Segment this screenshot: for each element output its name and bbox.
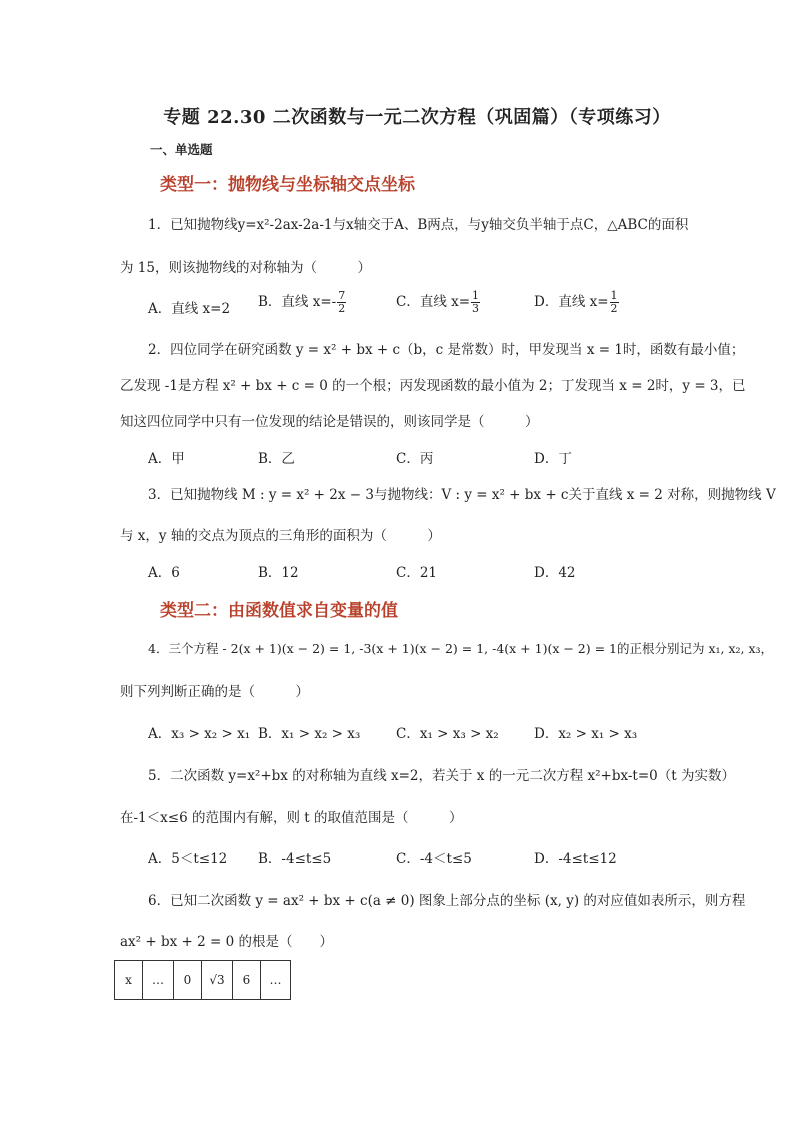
question-2-line-1: 2．四位同学在研究函数 y = x² + bx + c（b，c 是常数）时，甲发现当 x = 1时，函数有最小值； <box>148 342 745 358</box>
question-6-line-2: ax² + bx + 2 = 0 的根是（ ） <box>120 934 333 950</box>
question-5-option-d: D．-4≤t≤12 <box>534 851 617 867</box>
option-b-prefix: B．直线 x=- <box>258 294 337 311</box>
question-3-option-b: B．12 <box>258 565 299 581</box>
question-1-option-d <box>534 290 619 315</box>
question-1-line-1: 1．已知抛物线y=x²-2ax-2a-1与x轴交于A、B两点，与y轴交负半轴于点C，△ABC的面积 <box>148 217 689 233</box>
question-1-option-b <box>258 290 346 315</box>
question-2-option-b: B．乙 <box>258 451 295 467</box>
fraction-numerator: 1 <box>472 289 480 302</box>
question-4-option-b: B．x₁ > x₂ > x₃ <box>258 726 361 742</box>
question-5-line-1: 5．二次函数 y=x²+bx 的对称轴为直线 x=2，若关于 x 的一元二次方程 x²+bx-t=0（t 为实数） <box>148 768 735 784</box>
question-2-option-c: C．丙 <box>396 451 434 467</box>
question-5-option-c: C．-4＜t≤5 <box>396 851 472 867</box>
type-heading-1: 类型一：抛物线与坐标轴交点坐标 <box>160 175 415 195</box>
question-2-option-a: A．甲 <box>148 451 185 467</box>
question-3-option-a: A．6 <box>148 565 180 581</box>
question-6-line-1: 6．已知二次函数 y = ax² + bx + c(a ≠ 0) 图象上部分点的坐标 (x, y) 的对应值如表所示，则方程 <box>148 893 746 909</box>
fraction-denominator: 2 <box>610 302 618 316</box>
question-5-line-2: 在-1＜x≤6 的范围内有解，则 t 的取值范围是（ ） <box>120 810 463 826</box>
question-3-line-2: 与 x，y 轴的交点为顶点的三角形的面积为（ ） <box>120 528 441 544</box>
fraction-denominator: 3 <box>472 302 480 316</box>
table-cell: … <box>143 961 174 1000</box>
table-cell: √3 <box>202 961 233 1000</box>
question-1-line-2: 为 15，则该抛物线的对称轴为（ ） <box>120 260 371 276</box>
question-4-option-d: D．x₂ > x₁ > x₃ <box>534 726 638 742</box>
question-4-option-a: A．x₃ > x₂ > x₁ <box>148 726 251 742</box>
table-cell: 6 <box>233 961 261 1000</box>
option-d-fraction <box>610 290 619 315</box>
question-2-option-d: D．丁 <box>534 451 572 467</box>
fraction-denominator: 2 <box>338 302 346 316</box>
section-heading: 一、单选题 <box>150 142 213 157</box>
option-c-fraction <box>471 290 480 315</box>
table-cell: … <box>261 961 291 1000</box>
question-4-option-c: C．x₁ > x₃ > x₂ <box>396 726 499 742</box>
question-1-option-c <box>396 290 480 315</box>
question-2-line-2: 乙发现 -1是方程 x² + bx + c = 0 的一个根；丙发现函数的最小值为 2；丁发现当 x = 2时，y = 3，已 <box>120 378 746 394</box>
question-4-line-1: 4．三个方程 - 2(x + 1)(x − 2) = 1, -3(x + 1)(x − 2) = 1, -4(x + 1)(x − 2) = 1的正根分别记为 x₁, x₂, x₃， <box>148 641 774 656</box>
page-title: 专题 22.30 二次函数与一元二次方程（巩固篇）（专项练习） <box>163 107 671 128</box>
option-c-prefix: C．直线 x= <box>396 294 471 311</box>
question-3-option-d: D．42 <box>534 565 576 581</box>
question-5-option-a: A．5＜t≤12 <box>148 851 228 867</box>
option-d-prefix: D．直线 x= <box>534 294 609 311</box>
question-1-option-a: A．直线 x=2 <box>148 301 231 317</box>
question-3-option-c: C．21 <box>396 565 438 581</box>
table-cell: 0 <box>174 961 202 1000</box>
question-4-line-2: 则下列判断正确的是（ ） <box>120 684 309 700</box>
question-2-line-3: 知这四位同学中只有一位发现的结论是错误的，则该同学是（ ） <box>120 414 539 430</box>
option-b-fraction <box>337 290 346 315</box>
question-5-option-b: B．-4≤t≤5 <box>258 851 332 867</box>
table-cell: x <box>115 961 143 1000</box>
fraction-numerator: 1 <box>610 289 618 302</box>
fraction-numerator: 7 <box>338 289 346 302</box>
value-table <box>114 960 291 1000</box>
question-3-line-1: 3．已知抛物线 M : y = x² + 2x − 3与抛物线：V : y = x² + bx + c关于直线 x = 2 对称，则抛物线 V <box>148 487 776 503</box>
type-heading-2: 类型二：由函数值求自变量的值 <box>160 601 398 621</box>
table-row <box>115 961 291 1000</box>
